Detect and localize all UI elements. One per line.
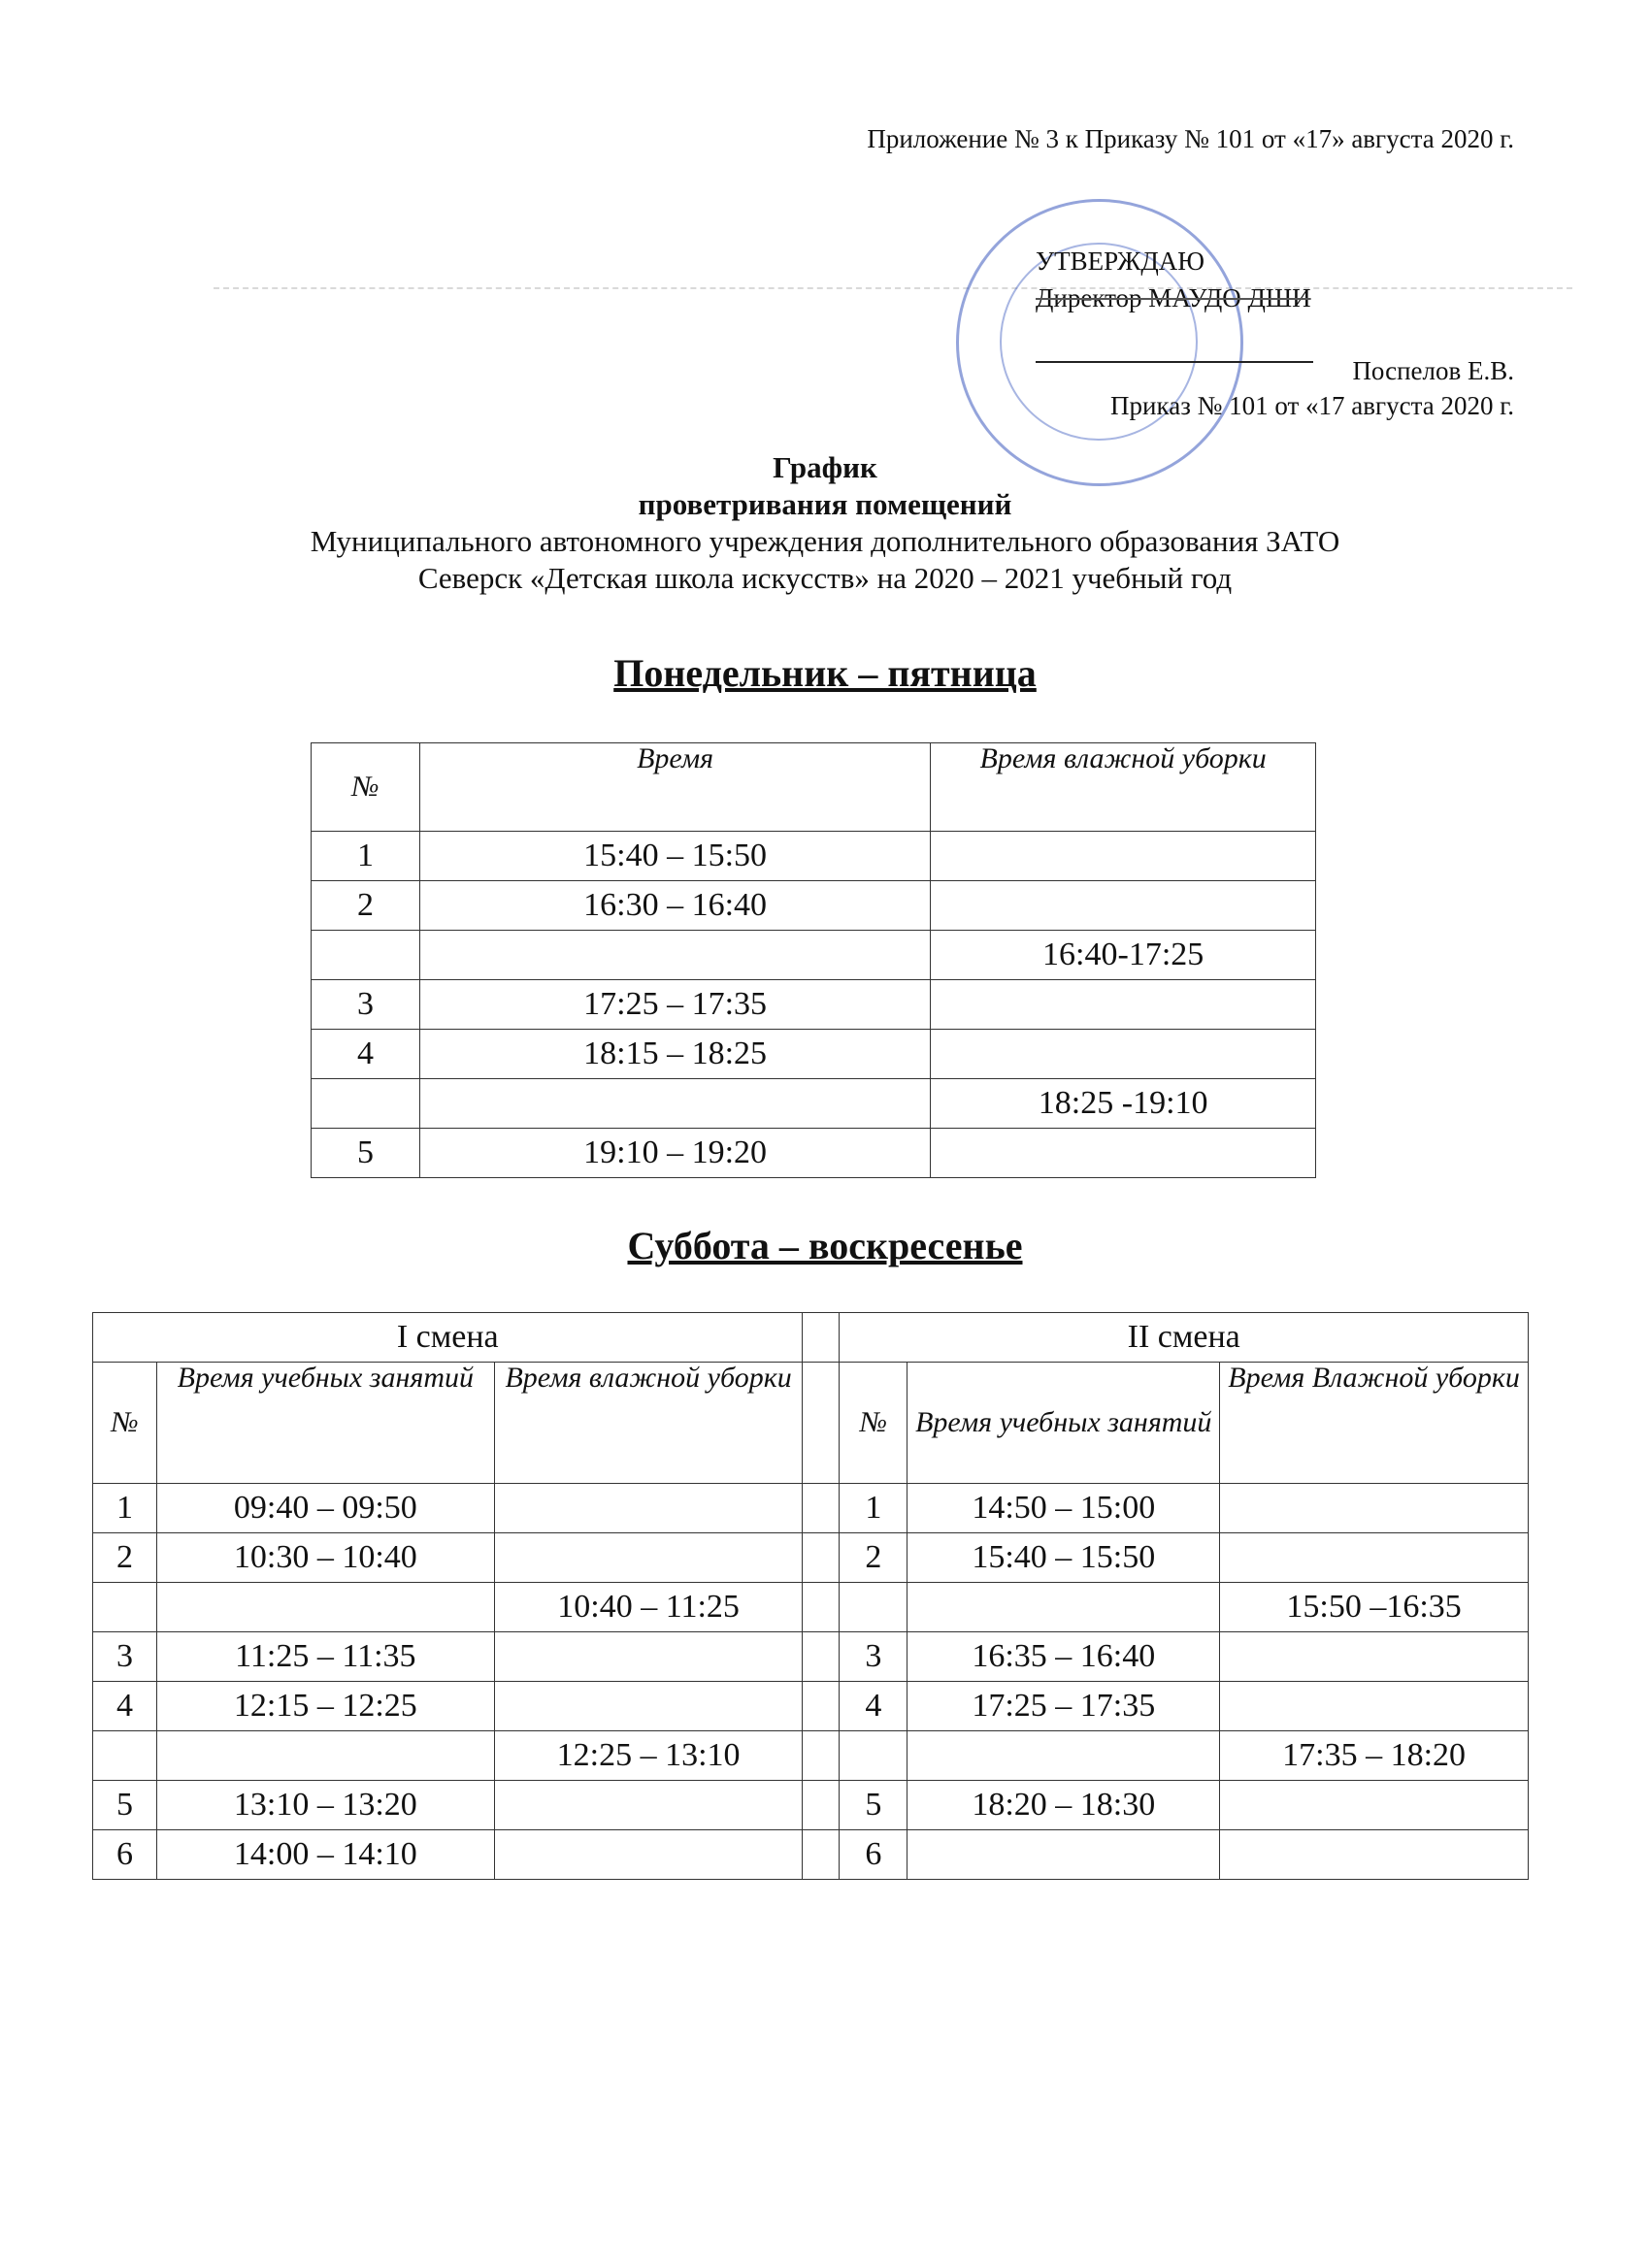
spacer-cell [803,1363,840,1484]
shift-header-row [93,1313,1529,1363]
cell-cleaning [931,881,1316,931]
cell-cleaning [1220,1781,1529,1830]
title-line-1: График [773,450,877,484]
appendix-reference: Приложение № 3 к Приказу № 101 от «17» августа 2020 г. [867,124,1514,153]
cell-cleaning [1220,1682,1529,1731]
cell-number [840,1583,908,1632]
cell-cleaning [931,1030,1316,1079]
weekday-heading: Понедельник – пятница [613,651,1037,695]
table-row [312,980,1316,1030]
cell-cleaning: 12:25 – 13:10 [494,1731,803,1781]
weekend-table [92,1312,1529,1880]
cell-cleaning: 17:35 – 18:20 [1220,1731,1529,1781]
weekday-table [311,742,1316,1178]
order-reference: Приказ № 101 от «17 августа 2020 г. [1110,391,1514,420]
signer-name: Поспелов Е.В. [1352,356,1514,385]
cell-number [93,1583,157,1632]
cell-time [419,931,930,980]
cell-number: 5 [840,1781,908,1830]
cell-time [156,1583,494,1632]
table-row [93,1830,1529,1880]
table-row [312,1030,1316,1079]
cell-number: 2 [93,1533,157,1583]
table-row [312,832,1316,881]
cell-number: 3 [93,1632,157,1682]
title-line-2: проветривания помещений [638,487,1012,521]
weekend-heading: Суббота – воскресенье [627,1224,1023,1267]
cell-time [156,1731,494,1781]
cell-time: 19:10 – 19:20 [419,1129,930,1178]
cell-time: 16:30 – 16:40 [419,881,930,931]
cell-cleaning [494,1632,803,1682]
col-header-number: № [312,743,420,832]
cell-number: 2 [840,1533,908,1583]
title-line-4: Северск «Детская школа искусств» на 2020 – 2021 учебный год [417,561,1233,595]
cell-cleaning [494,1682,803,1731]
spacer-cell [803,1313,840,1363]
table-row [312,1129,1316,1178]
cell-number: 1 [840,1484,908,1533]
cell-number: 4 [93,1682,157,1731]
cell-cleaning [494,1781,803,1830]
cell-cleaning [931,980,1316,1030]
cell-time: 09:40 – 09:50 [156,1484,494,1533]
table-row [93,1484,1529,1533]
cell-time [419,1079,930,1129]
table-row [93,1781,1529,1830]
cell-time: 15:40 – 15:50 [908,1533,1220,1583]
cell-time: 16:35 – 16:40 [908,1632,1220,1682]
shift-2-label: II смена [840,1313,1529,1363]
title-line-3: Муниципального автономного учреждения дополнительного образования ЗАТО [310,524,1340,558]
cell-number: 1 [312,832,420,881]
cell-cleaning [1220,1632,1529,1682]
document-title [0,449,1650,597]
table-row [312,1079,1316,1129]
table-row [93,1632,1529,1682]
table-row [312,931,1316,980]
approval-block [1036,243,1311,316]
scan-artifact-line [214,287,1572,289]
spacer-cell [803,1484,840,1533]
cell-number [93,1731,157,1781]
cell-cleaning [494,1830,803,1880]
table-row [93,1533,1529,1583]
table-row [93,1583,1529,1632]
cell-number: 6 [840,1830,908,1880]
shift-1-label: I смена [93,1313,803,1363]
cell-time: 17:25 – 17:35 [908,1682,1220,1731]
cell-cleaning [931,832,1316,881]
director-title: Директор МАУДО ДШИ [1036,283,1311,312]
cell-cleaning: 18:25 -19:10 [931,1079,1316,1129]
signature-line [1036,361,1313,363]
cell-number: 4 [840,1682,908,1731]
approve-label: УТВЕРЖДАЮ [1036,247,1205,276]
table-row [93,1682,1529,1731]
col-header-number: № [93,1363,157,1484]
table-header-row [93,1363,1529,1484]
cell-number: 2 [312,881,420,931]
spacer-cell [803,1781,840,1830]
table-row [312,881,1316,931]
cell-cleaning [494,1533,803,1583]
cell-number: 5 [93,1781,157,1830]
col-header-cleaning: Время влажной уборки [931,743,1316,832]
cell-number: 3 [840,1632,908,1682]
cell-number: 5 [312,1129,420,1178]
cell-time: 14:50 – 15:00 [908,1484,1220,1533]
col-header-cleaning: Время влажной уборки [494,1363,803,1484]
cell-time: 15:40 – 15:50 [419,832,930,881]
col-header-time: Время учебных занятий [908,1363,1220,1484]
cell-time [908,1731,1220,1781]
cell-time: 12:15 – 12:25 [156,1682,494,1731]
cell-time: 14:00 – 14:10 [156,1830,494,1880]
cell-cleaning [1220,1830,1529,1880]
cell-cleaning: 16:40-17:25 [931,931,1316,980]
cell-cleaning [1220,1484,1529,1533]
cell-time: 13:10 – 13:20 [156,1781,494,1830]
cell-cleaning [1220,1533,1529,1583]
table-row [93,1731,1529,1781]
spacer-cell [803,1830,840,1880]
spacer-cell [803,1632,840,1682]
cell-cleaning: 10:40 – 11:25 [494,1583,803,1632]
cell-number: 6 [93,1830,157,1880]
col-header-time: Время [419,743,930,832]
cell-time: 10:30 – 10:40 [156,1533,494,1583]
cell-time: 17:25 – 17:35 [419,980,930,1030]
spacer-cell [803,1682,840,1731]
cell-number: 3 [312,980,420,1030]
cell-number [312,931,420,980]
table-header-row [312,743,1316,832]
cell-time: 18:20 – 18:30 [908,1781,1220,1830]
spacer-cell [803,1583,840,1632]
spacer-cell [803,1533,840,1583]
spacer-cell [803,1731,840,1781]
cell-cleaning: 15:50 –16:35 [1220,1583,1529,1632]
col-header-time: Время учебных занятий [156,1363,494,1484]
cell-cleaning [494,1484,803,1533]
col-header-number: № [840,1363,908,1484]
cell-time [908,1830,1220,1880]
cell-number: 4 [312,1030,420,1079]
cell-number [840,1731,908,1781]
col-header-cleaning: Время Влажной уборки [1220,1363,1529,1484]
cell-number [312,1079,420,1129]
cell-time: 18:15 – 18:25 [419,1030,930,1079]
cell-time [908,1583,1220,1632]
cell-number: 1 [93,1484,157,1533]
cell-cleaning [931,1129,1316,1178]
cell-time: 11:25 – 11:35 [156,1632,494,1682]
